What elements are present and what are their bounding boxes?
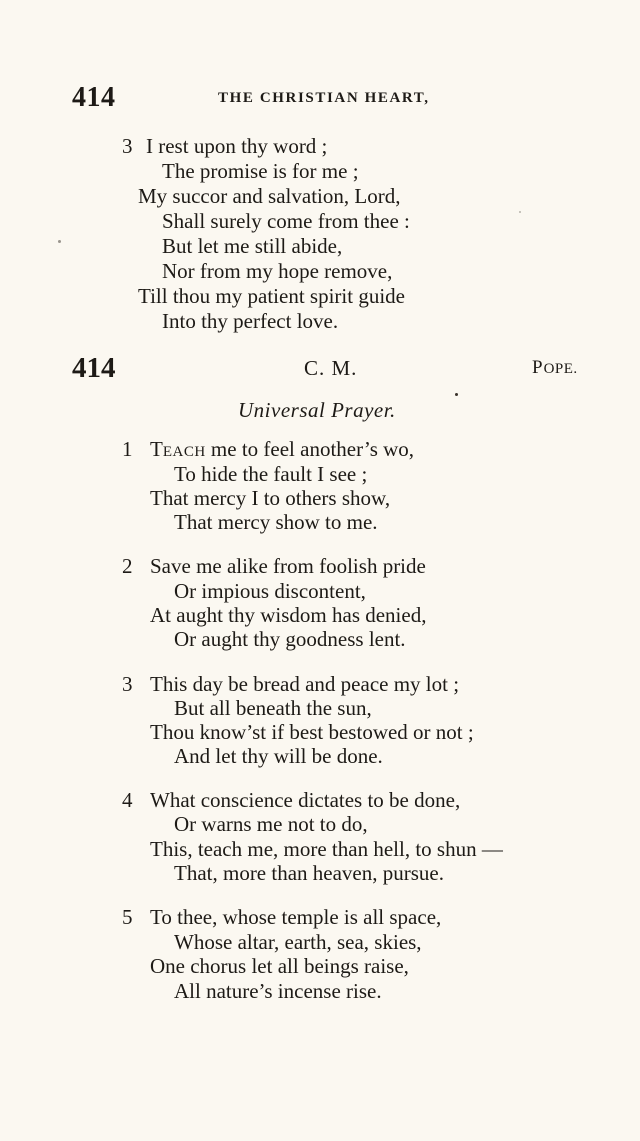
stanza-number: 5 (122, 905, 133, 929)
first-word-small-caps: EACH (162, 444, 206, 460)
hymn-number: 414 (72, 352, 116, 384)
verse-line: Or warns me not to do, (174, 812, 368, 836)
stanza-number: 3 (122, 672, 133, 696)
hymn-title: Universal Prayer. (238, 398, 396, 422)
verse-line: That mercy show to me. (174, 510, 378, 534)
verse-line: That, more than heaven, pursue. (174, 861, 444, 885)
stanza-number: 1 (122, 437, 133, 461)
verse-line: But let me still abide, (162, 234, 343, 258)
verse-line: Shall surely come from thee : (162, 209, 410, 233)
verse-line: Whose altar, earth, sea, skies, (174, 930, 422, 954)
first-line-rest: me to feel another’s wo, (205, 437, 415, 461)
hymn-meter: C. M. (304, 356, 358, 380)
stanza-number: 4 (122, 788, 133, 812)
hymn-author (532, 357, 578, 379)
page-number: 414 (72, 82, 116, 113)
ink-speck (58, 240, 61, 243)
verse-line: Till thou my patient spirit guide (138, 284, 405, 308)
verse-line: The promise is for me ; (162, 159, 359, 183)
verse-line: Or aught thy goodness lent. (174, 627, 406, 651)
verse-line: And let thy will be done. (174, 744, 383, 768)
verse-line: That mercy I to others show, (150, 486, 391, 510)
verse-line: This, teach me, more than hell, to shun — (150, 837, 503, 861)
verse-line: Nor from my hope remove, (162, 259, 393, 283)
verse-line (150, 437, 414, 464)
verse-line: To hide the fault I see ; (174, 462, 368, 486)
stanza-number: 3 (122, 134, 133, 158)
verse-line: What conscience dictates to be done, (150, 788, 461, 812)
running-title: THE CHRISTIAN HEART, (218, 90, 430, 106)
verse-line: All nature’s incense rise. (174, 979, 382, 1003)
verse-line: This day be bread and peace my lot ; (150, 672, 460, 696)
ink-speck (455, 393, 458, 396)
verse-line: My succor and salvation, Lord, (138, 184, 401, 208)
verse-line: But all beneath the sun, (174, 696, 372, 720)
verse-line: I rest upon thy word ; (146, 134, 328, 158)
stanza-number: 2 (122, 554, 133, 578)
verse-line: Into thy perfect love. (162, 309, 339, 333)
first-word-initial: T (150, 437, 163, 461)
author-initial: P (532, 357, 544, 378)
verse-line: One chorus let all beings raise, (150, 954, 409, 978)
verse-line: To thee, whose temple is all space, (150, 905, 442, 929)
verse-line: Thou know’st if best bestowed or not ; (150, 720, 474, 744)
author-small-caps: OPE. (543, 361, 578, 377)
verse-line: At aught thy wisdom has denied, (150, 603, 427, 627)
verse-line: Save me alike from foolish pride (150, 554, 426, 578)
verse-line: Or impious discontent, (174, 579, 366, 603)
ink-speck (519, 211, 521, 213)
